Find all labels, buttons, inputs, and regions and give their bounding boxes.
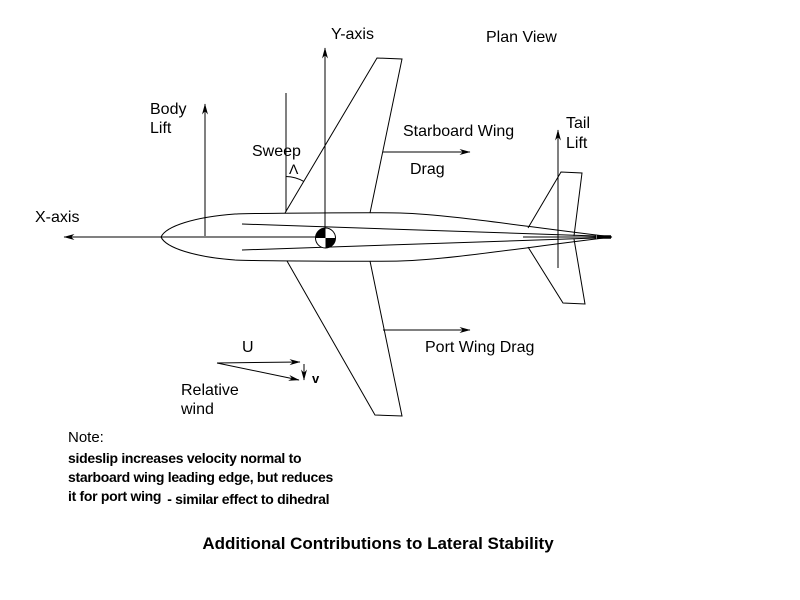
center-of-gravity-icon bbox=[316, 228, 336, 248]
relative-wind-arrow bbox=[217, 363, 299, 380]
body-lift-line1: Body bbox=[150, 101, 187, 118]
plan-view-label: Plan View bbox=[486, 29, 557, 46]
relative-wind-line2: wind bbox=[181, 401, 214, 418]
sweep-lambda-symbol: Λ bbox=[289, 161, 299, 177]
u-velocity-arrow bbox=[217, 362, 300, 363]
note-heading: Note: bbox=[68, 429, 104, 446]
x-axis-label: X-axis bbox=[35, 209, 80, 226]
tail-lift-line1: Tail bbox=[566, 115, 591, 132]
body-lift-label bbox=[150, 100, 186, 138]
v-vector-label: v bbox=[312, 371, 320, 386]
tail-lift-line2: Lift bbox=[566, 135, 588, 152]
port-stabilizer-shape bbox=[528, 239, 585, 304]
body-lift-line2: Lift bbox=[150, 120, 172, 137]
tail-lift-label bbox=[566, 114, 590, 154]
port-wing-shape bbox=[287, 261, 402, 416]
note-line-3 bbox=[68, 488, 330, 507]
note-line-2: starboard wing leading edge, but reduces bbox=[68, 469, 333, 485]
note-line-3-main: it for port wing bbox=[68, 488, 162, 504]
y-axis-label: Y-axis bbox=[331, 26, 374, 43]
port-wing-drag-label: Port Wing Drag bbox=[425, 339, 535, 356]
u-vector-label: U bbox=[242, 339, 254, 356]
fuselage-inner-top-line bbox=[242, 224, 596, 236]
note-line-1: sideslip increases velocity normal to bbox=[68, 450, 302, 466]
slide-title: Additional Contributions to Lateral Stability bbox=[202, 534, 554, 553]
starboard-stabilizer-shape bbox=[528, 172, 582, 236]
sweep-label: Sweep bbox=[252, 143, 301, 160]
relative-wind-line1: Relative bbox=[181, 382, 239, 399]
starboard-wing-label: Starboard Wing bbox=[403, 123, 515, 140]
relative-wind-label bbox=[181, 381, 239, 419]
fuselage-inner-bottom-line bbox=[242, 238, 596, 250]
note-line-3-suffix: - similar effect to dihedral bbox=[167, 491, 330, 507]
starboard-drag-label: Drag bbox=[410, 161, 445, 178]
starboard-wing-shape bbox=[285, 58, 402, 213]
